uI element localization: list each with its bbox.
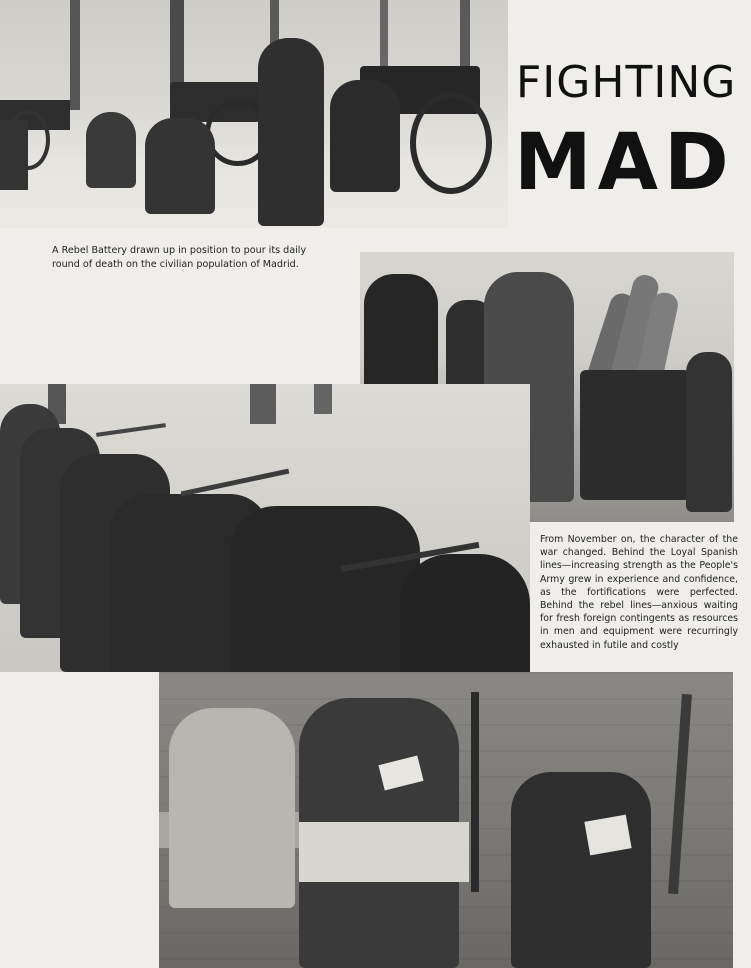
paper-shape (584, 815, 631, 856)
soldier-shape (169, 708, 295, 908)
soldier-shape (330, 80, 400, 192)
soldier-shape (0, 120, 28, 190)
soldier-shape (400, 554, 530, 672)
soldier-shape (511, 772, 651, 968)
tree-shape (70, 0, 80, 110)
tree-shape (170, 0, 184, 95)
soldier-shape (86, 112, 136, 188)
blanket-shape (299, 822, 469, 882)
photo-caption-battery: A Rebel Battery drawn up in position to pour its daily round of death on the civilian population of Madrid. (52, 245, 307, 270)
photo-rebel-battery (0, 0, 508, 228)
mortar-base-shape (580, 370, 690, 500)
soldier-shape (258, 38, 324, 226)
tree-shape (250, 384, 276, 424)
soldier-shape (686, 352, 732, 512)
article-body-text: From November on, the character of the war changed. Behind the Loyal Spanish lines—increasing strength as the People's Army grew in experience and confidence, as the fortifications were perfected. Behind the rebel lines—anxious waiting for fresh foreign contingents as resources in men and equipment were recurringly exhausted in futile and costly (540, 534, 738, 651)
rifle-shape (471, 692, 479, 892)
photo-soldiers-reading (159, 672, 733, 968)
soldier-shape (145, 118, 215, 214)
headline-line-1: FIGHTING (516, 57, 737, 108)
rifle-shape (181, 469, 290, 497)
tree-shape (314, 384, 332, 414)
wheel-shape (410, 92, 492, 194)
headline-line-2: MAD (514, 118, 735, 208)
rifle-shape (96, 423, 166, 437)
photo-riflemen-in-snow (0, 384, 530, 672)
soldier-shape (230, 506, 420, 672)
